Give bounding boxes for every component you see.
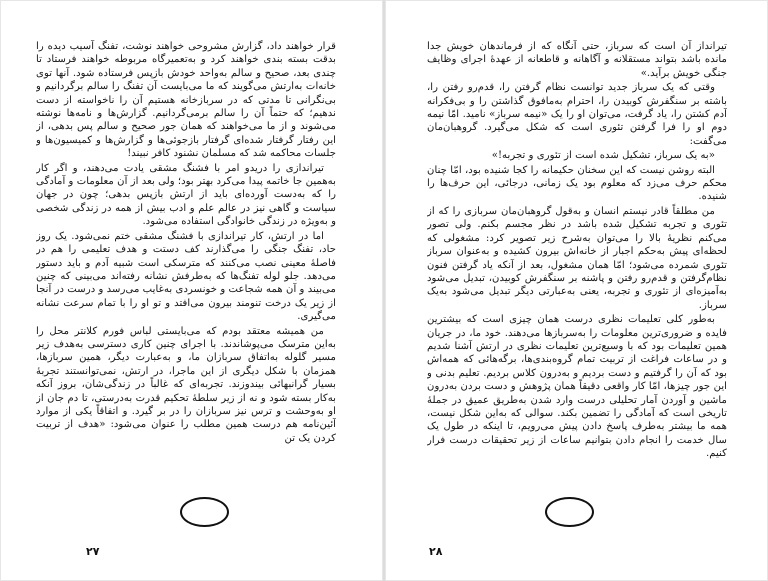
paragraph: قرار خواهند داد، گزارش مشروحی خواهند نوشت، تفنگ آسیب دیده را بدقت بسته بندی خواهند کرد و به‌تعمیرگاه مربوطه خواهند فرستاد تا چندی بعد، صحیح و سالم به‌واحد خودش بازپس فرستاده شود. آنها توی خانه‌ات به‌ارتش می‌گویند که ما می‌بایست آن تفنگ را سالم برگردانیم و بی‌نگرانی تا مدتی که در سربازخانه هستیم آن را ناخواسته از دست ندهیم؛ که حتماً آن را سالم برمی‌گردانیم. گزارش‌ها و نامه‌ها نوشته می‌شوند و از ما می‌خواهند که همان جور صحیح و سالم پس بدهی، از این رفتار گرفتار شده‌ای گرفتار بازجوئی‌ها و گزارش‌ها و کمیسیون‌ها و جلسات محاکمه شد که مسلمان نشنود کافر نبیند! xyxy=(36,41,336,160)
paragraph: اما در ارتش، کار تیراندازی با فشنگ مشقی ختم نمی‌شود. یک روز حاد، تفنگ جنگی را می‌گذارند کف دستت و هدف تعلیمی را هم در فاصلهٔ معینی نصب می‌کنند که مترسکی است شبیه آدم و باید دستور می‌دهد. جلو لوله تفنگ‌ها که به‌طرفش نشانه رفته‌اند می‌بینی که چنین می‌بیند و آن همه شجاعت و خونسردی به‌غایب می‌رسد و درست در آنجا از زیر یک درخت تنومند بیرون می‌افتد و تو او را با تمام سرعت نشانه می‌گیری. xyxy=(36,230,336,323)
paragraph: البته روشن نیست که این سخنان حکیمانه را کجا شنیده بود، امّا چنان محکم حرف می‌زد که معلوم بود یک زمانی، درجائی، این حرف‌ها را شنیده. xyxy=(427,164,727,203)
paragraph: وقتی که یک سرباز جدید توانست نظام گرفتن را، قدم‌رو رفتن را، باشته بر سنگفرش کوبیدن را، احترام به‌مافوق گذاشتن را و بی‌فکرانه آدم کشتن را، یاد گرفت، می‌توان او را یک «نیمه سرباز» نامید. امّا نیمه دوم او را فرا گرفتن تئوری است که شکل می‌گیرد. گروهبان‌مان می‌گفت: xyxy=(427,82,727,147)
paragraph: تیراندازی را دریدو امر با فشنگ مشقی یادت می‌دهند، و اگر کار به‌همین جا خاتمه پیدا می‌کرد بهتر بود؛ ولی بعد از آن معلومات و آمادگی را که به‌دست آورده‌ای باید از ارتش بازپس بدهی؛ چون در جهان سیاست و گاهی نیز در عالم علم و ادب بیش از همه در زندگی شخصی و به‌ویژه در زندگی خانوادگی استفاده می‌شود. xyxy=(36,162,336,228)
paragraph: «به یک سرباز، تشکیل شده است از تئوری و تجربه!» xyxy=(491,150,715,162)
paragraph: تیرانداز آن است که سرباز، حتی آنگاه که از فرماندهان خویش جدا مانده باشد بتواند مستقلانه و آگاهانه و قاطعانه از عهدهٔ اجرای وظایف جنگی خویش برآید.» xyxy=(427,41,727,79)
page-number-oval-mark xyxy=(545,497,594,527)
left-page xyxy=(0,0,383,581)
left-page-text xyxy=(36,40,336,510)
page-number-oval-mark xyxy=(180,497,229,527)
right-page xyxy=(385,0,768,581)
paragraph: من همیشه معتقد بودم که می‌بایستی لباس فورم کلانتر محل را به‌این مترسک می‌پوشاندند. با اجرای چنین کاری دسترسی به‌هدف زیر مسیر گلوله به‌اتفاق سربازان ما، و به‌عبارت دیگر، همین سربازها، همزمان با شکل دیگری از این ماجرا، در ارتش، نمی‌توانستند تجربهٔ بسیار گرانبهائی بیندوزند. تجربه‌ای که غالباً در زندگی‌شان، بروز آنکه به‌کار بسته شود و نه از زیر سلطهٔ تحکیم قدرت به‌درستی، تا دم جان از او به‌وحشت و ترس نیز سربازان را در بر گیرد. و اتفاقاً یکی از موارد آئین‌نامه هم درست همین مطلب را عنوان می‌شود: «هدف از تربیت کردن یک تن xyxy=(36,325,336,444)
page-number: ۲۷ xyxy=(86,545,100,558)
paragraph: من مطلقاً قادر نیستم انسان و به‌قول گروهبان‌مان سربازی را که از تئوری و تجربه تشکیل شده باشد در نظر مجسم بکنم. ولی تصور می‌کنم نظریهٔ بالا را می‌توان به‌شرح زیر تصویر کرد: مشغولی که لحظه‌ای پیش به‌حکم اجبار از خانه‌اش بیرون کشیده و به‌عنوان سرباز تئوری شمرده می‌شود؛ امّا همان مشغول، بعد از آنکه یاد گرفتن فنون نظام‌گرفتن و قدم‌رو رفتن و پاشنه بر سنگفرش کوبیدن، تبدیل می‌شود به‌آمیزه‌ای از تئوری و تجربه، یعنی به‌عبارتی دیگر تبدیل می‌شود به‌یک سرباز. xyxy=(427,205,727,311)
page-number: ۲۸ xyxy=(429,545,443,558)
paragraph: به‌طور کلی تعلیمات نظری درست همان چیزی است که بیشترین فایده و ضروری‌ترین معلومات را به‌سربازها می‌دهند. خود ما، در جریان همین تعلیمات بود که با وسیع‌ترین تعلیمات نظری در ارتش آشنا شدیم و در ساعات فراغت از تربیت تمام گروه‌بندی‌ها، برگه‌هائی که همه‌اش بود که آن را گرفتیم و دست بردیم و به‌درون کلاس بردیم. تعلیم بدنی و این جور چیزها، امّا کار واقعی دقیقاً همان پژوهش و دست بردن به‌درون ماشین و آوردن آمار تحلیلی درست وارد شدن به‌طریق عمیق در جملهٔ تاریخی است که آمادگی را تضمین بکند. سوالی که به‌این شکل نیست، همه ما بیشتر به‌طرف پاسخ دادن پیش می‌رویم، تا اینکه در طول یک سال خدمت را انجام دادن بتوانیم ساعات از زیر تحقیقات درست فرار کنیم. xyxy=(427,314,727,460)
right-page-text xyxy=(427,40,727,510)
